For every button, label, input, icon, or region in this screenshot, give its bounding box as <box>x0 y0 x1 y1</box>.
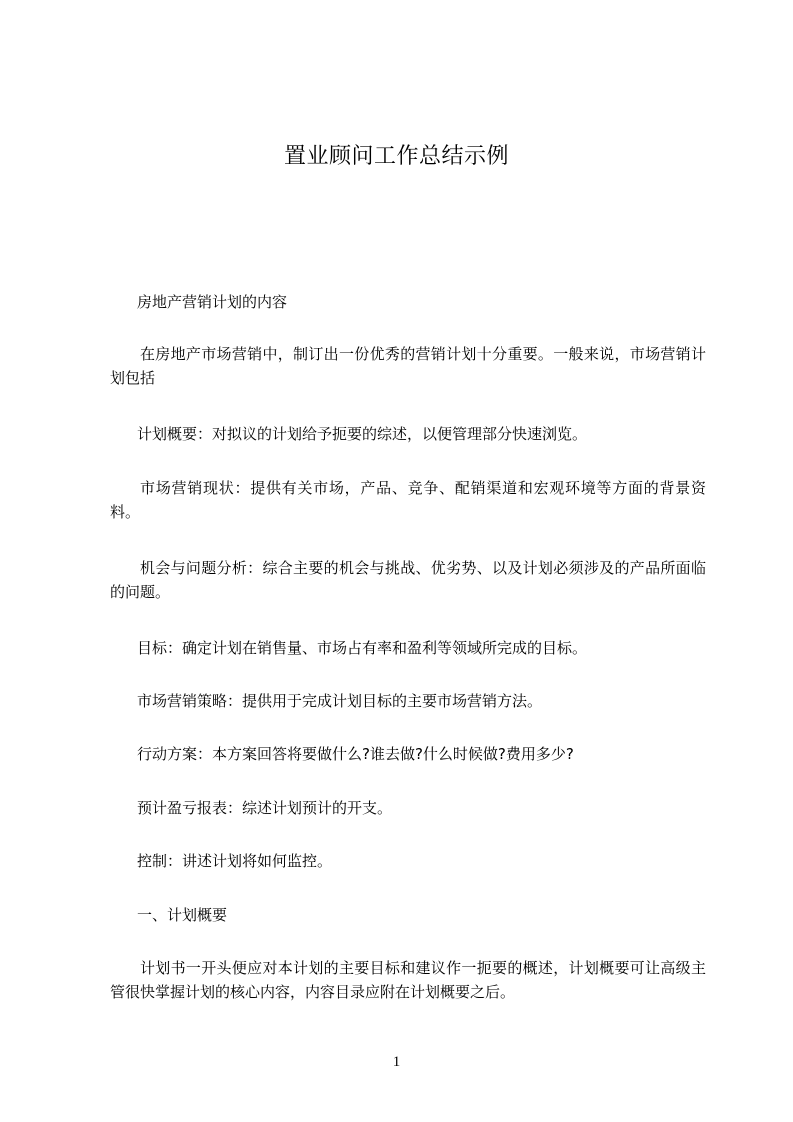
paragraph: 行动方案：本方案回答将要做什么?谁去做?什么时候做?费用多少? <box>137 745 574 763</box>
paragraph: 机会与问题分析：综合主要的机会与挑战、优劣势、以及计划必须涉及的产品所面临的问题。 <box>110 559 706 601</box>
page-title: 置业顾问工作总结示例 <box>283 144 509 169</box>
section-heading: 房地产营销计划的内容 <box>137 293 288 311</box>
paragraph: 市场营销策略：提供用于完成计划目标的主要市场营销方法。 <box>137 692 543 710</box>
paragraph: 市场营销现状：提供有关市场，产品、竞争、配销渠道和宏观环境等方面的背景资料。 <box>110 479 706 521</box>
paragraph: 预计盈亏报表：综述计划预计的开支。 <box>137 799 393 817</box>
section-heading: 一、计划概要 <box>137 906 228 924</box>
paragraph: 计划概要：对拟议的计划给予扼要的综述，以便管理部分快速浏览。 <box>137 425 588 443</box>
page-number: 1 <box>392 1054 401 1070</box>
paragraph: 目标：确定计划在销售量、市场占有率和盈利等领域所完成的目标。 <box>137 639 588 657</box>
paragraph: 在房地产市场营销中，制订出一份优秀的营销计划十分重要。一般来说，市场营销计划包括 <box>110 345 706 387</box>
paragraph: 控制：讲述计划将如何监控。 <box>137 852 333 870</box>
paragraph: 计划书一开头便应对本计划的主要目标和建议作一扼要的概述，计划概要可让高级主管很快掌握计划的核心内容，内容目录应附在计划概要之后。 <box>110 959 706 1001</box>
